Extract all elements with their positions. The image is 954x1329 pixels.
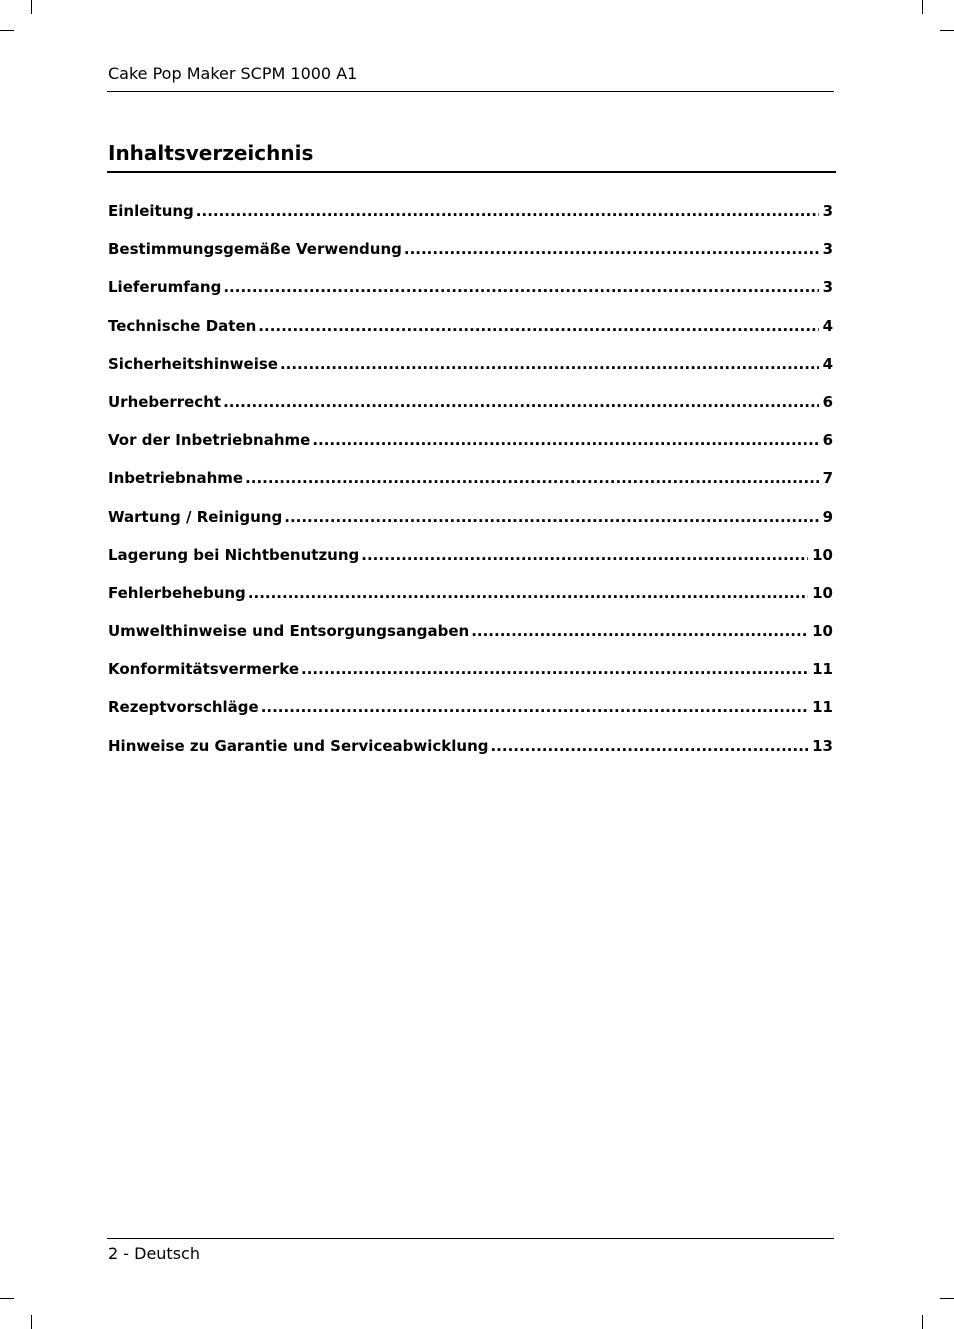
toc-entry[interactable]	[108, 620, 833, 658]
toc-entry-page: 3	[822, 202, 833, 220]
toc-entry-page: 6	[822, 392, 833, 411]
toc-dot-leader	[312, 429, 818, 451]
toc-entry-title: Lagerung bei Nichtbenutzung	[108, 545, 360, 564]
toc-entry-title: Vor der Inbetriebnahme	[108, 431, 311, 450]
toc-heading: Inhaltsverzeichnis	[108, 141, 314, 165]
footer-divider	[107, 1238, 834, 1239]
toc-entry-title: Hinweise zu Garantie und Serviceabwicklung	[108, 736, 489, 755]
toc-list	[108, 200, 833, 773]
toc-dot-leader	[223, 276, 818, 298]
toc-entry[interactable]	[108, 238, 833, 276]
toc-entry-page: 4	[822, 354, 833, 373]
toc-entry-title: Inbetriebnahme	[108, 469, 244, 488]
toc-entry-page: 10	[812, 583, 833, 602]
toc-entry-page: 4	[822, 316, 833, 335]
toc-dot-leader	[361, 544, 808, 566]
toc-entry[interactable]	[108, 467, 833, 505]
toc-entry-title: Sicherheitshinweise	[108, 354, 278, 373]
toc-dot-leader	[258, 315, 818, 337]
header-divider	[107, 91, 834, 92]
toc-entry-title: Bestimmungsgemäße Verwendung	[108, 240, 402, 259]
toc-dot-leader	[404, 238, 819, 260]
crop-mark-bottom-left-h	[0, 1298, 14, 1299]
toc-entry-page: 9	[822, 507, 833, 526]
toc-dot-leader	[261, 696, 808, 718]
toc-entry-page: 13	[812, 736, 833, 755]
toc-entry[interactable]	[108, 544, 833, 582]
crop-mark-bottom-right	[922, 1315, 923, 1329]
toc-entry-page: 6	[822, 431, 833, 450]
toc-dot-leader	[280, 353, 819, 375]
toc-entry[interactable]	[108, 582, 833, 620]
toc-entry-page: 3	[822, 240, 833, 259]
toc-dot-leader	[490, 735, 808, 757]
toc-entry[interactable]	[108, 429, 833, 467]
toc-entry-page: 7	[822, 469, 833, 488]
crop-mark-bottom-right-h	[940, 1298, 954, 1299]
toc-entry-title: Konformitätsvermerke	[108, 660, 300, 679]
toc-entry-page: 3	[822, 278, 833, 297]
toc-entry-page: 10	[812, 545, 833, 564]
toc-entry-page: 11	[812, 660, 833, 679]
toc-entry[interactable]	[108, 276, 833, 314]
toc-entry[interactable]	[108, 506, 833, 544]
toc-entry-page: 11	[812, 698, 833, 717]
crop-mark-top-left	[31, 0, 32, 14]
toc-dot-leader	[223, 391, 819, 413]
toc-dot-leader	[284, 506, 818, 528]
toc-dot-leader	[301, 658, 808, 680]
toc-entry[interactable]	[108, 735, 833, 773]
crop-mark-top-right	[922, 0, 923, 14]
toc-entry-title: Einleitung	[108, 202, 194, 220]
toc-entry[interactable]	[108, 391, 833, 429]
toc-entry-title: Technische Daten	[108, 316, 257, 335]
toc-entry-title: Wartung / Reinigung	[108, 507, 283, 526]
toc-entry-title: Urheberrecht	[108, 392, 222, 411]
toc-entry-page: 10	[812, 622, 833, 641]
toc-entry[interactable]	[108, 658, 833, 696]
toc-heading-divider	[107, 171, 836, 173]
toc-dot-leader	[248, 582, 808, 604]
crop-mark-top-right-h	[940, 30, 954, 31]
toc-entry[interactable]	[108, 353, 833, 391]
toc-dot-leader	[471, 620, 808, 642]
page-footer: 2 - Deutsch	[108, 1244, 200, 1263]
toc-entry[interactable]	[108, 200, 833, 238]
crop-mark-bottom-left	[31, 1315, 32, 1329]
running-header: Cake Pop Maker SCPM 1000 A1	[108, 64, 358, 83]
crop-mark-top-left-h	[0, 30, 14, 31]
toc-entry-title: Umwelthinweise und Entsorgungsangaben	[108, 622, 470, 641]
toc-entry-title: Rezeptvorschläge	[108, 698, 259, 717]
toc-dot-leader	[196, 200, 819, 222]
toc-entry-title: Lieferumfang	[108, 278, 222, 297]
toc-entry[interactable]	[108, 696, 833, 734]
toc-entry-title: Fehlerbehebung	[108, 583, 246, 602]
toc-entry[interactable]	[108, 315, 833, 353]
toc-dot-leader	[245, 467, 818, 489]
